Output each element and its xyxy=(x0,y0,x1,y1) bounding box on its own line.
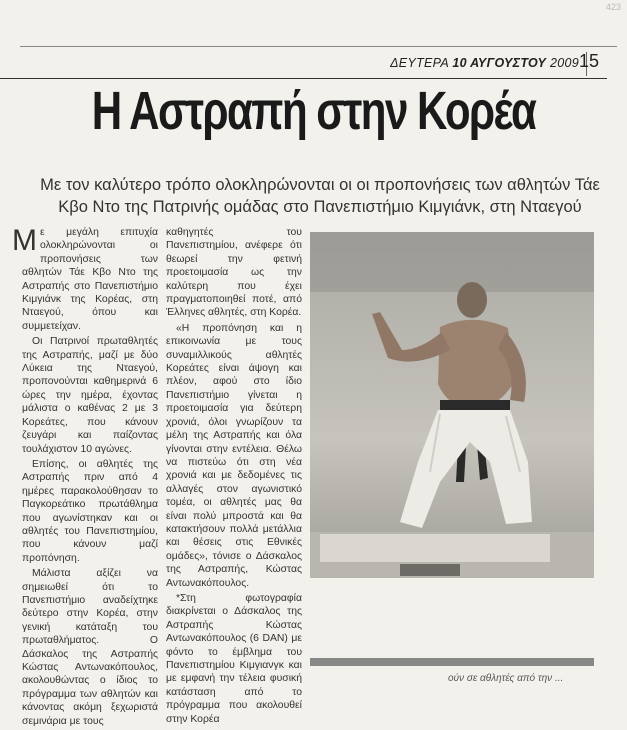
article-photo xyxy=(310,232,594,578)
drop-cap: Μ xyxy=(12,224,37,257)
top-rule xyxy=(20,46,617,47)
next-article-fragment: ούν σε αθλητές από την ... xyxy=(448,673,564,684)
paragraph: Οι Πατρινοί πρωταθλητές της Αστραπής, μαζί με δύο Λύκεια της Νταεγού, προπονούνται καθημερινά 6 ώρες την ημέρα, έχοντας μάλιστα ο καθένας 2 με 3 Κορεάτες, που κάνουν ζευγάρι και παίζοντας τουλάχιστον 10 αγώνες. xyxy=(22,336,158,455)
footer-rule xyxy=(310,658,594,666)
photo-caption: *Στη φωτογραφία διακρίνεται ο Δάσκαλος της Αστραπής Κώστας Αντωνακόπουλος (6 DAN) με φόντο το έμβλημα του Πανεπιστημίου Κιμγιανγκ και με εμφανή την τέλεια φυσική κατάσταση από το πρόγραμμα που ακολουθεί στην Κορέα xyxy=(166,592,302,725)
paragraph: Επίσης, οι αθλητές της Αστραπής πριν από 4 ημέρες παρακολούθησαν το Παγκορεάτικο πρωτάθλημα που αγωνίστηκαν και οι αθλητές του Πανεπιστημίου, που κάνουν μαζί προπόνηση. xyxy=(22,458,158,564)
martial-artist-photo xyxy=(310,232,594,578)
deck-subtitle: Με τον καλύτερο τρόπο ολοκληρώνονται οι οι προπονήσεις των αθλητών Τάε Κβο Ντο της Πατρινής ομάδας στο Πανεπιστήμιο Κιμγιάνκ, στη Νταεγού xyxy=(40,176,600,216)
article-column-1 xyxy=(12,224,158,730)
headline: Η Αστραπή στην Κορέα xyxy=(91,81,536,141)
header-rule xyxy=(0,78,607,79)
dateline xyxy=(390,56,579,70)
dateline-year: 2009 xyxy=(549,56,579,70)
dateline-day: ΔΕΥΤΕΡΑ xyxy=(390,56,449,70)
dateline-date: 10 ΑΥΓΟΥΣΤΟΥ xyxy=(452,56,547,70)
corner-mark: 423 xyxy=(605,2,621,12)
paragraph: Με μεγάλη επιτυχία ολοκληρώνονται οι προπονήσεις των αθλητών Τάε Κβο Ντο της Αστραπής στο Πανεπιστήμιο Κιμγιάνκ της Κορέας, στη Νταεγού, όπου και συμμετείχαν. xyxy=(12,224,158,332)
paragraph: Μάλιστα αξίζει να σημειωθεί ότι το Πανεπιστήμιο αναδείχτηκε δεύτερο στην Κορέα, στην γενική κατάταξη του πρωταθλήματος. Ο Δάσκαλος της Αστραπής Κώστας Αντωνακόπουλος, ακολουθώντας ο ίδιος το πρόγραμμα των αθλητών και κάνοντας ακόμη ξεχωριστά σεμινάρια με τους xyxy=(22,568,158,727)
paragraph: «Η προπόνηση και η επικοινωνία με τους συναμιλλικούς αθλητές Κορεάτες είναι άψογη και πλέον, αφού στο ίδιο Πανεπιστήμιο γίνεται η προετοιμασία για δεύτερη χρονιά, όλοι γνωρίζουν τα μέλη της Αστραπής και όλα γίνονται στην εντέλεια. Θέλω να πιστεύω ότι στη νέα χρονιά και με δεδομένες τις αλλαγές στον αγωνιστικό τομέα, οι αθλητές μας θα είναι πολύ μπροστά και θα κατακτήσουν πολλά μετάλλια και θέσεις στις Εθνικές ομάδες», τόνισε ο Δάσκαλος της Αστραπής, Κώστας Αντωνακόπουλος. xyxy=(166,322,302,589)
paragraph: καθηγητές του Πανεπιστημίου, ανέφερε ότι θεωρεί την φετινή προετοιμασία ως την καλύτερη που έχει πραγματοποιηθεί ποτέ, από Έλληνες αθλητές, στη Κορέα. xyxy=(166,227,302,319)
article-column-2 xyxy=(166,226,302,728)
page-number: 15 xyxy=(578,51,599,71)
